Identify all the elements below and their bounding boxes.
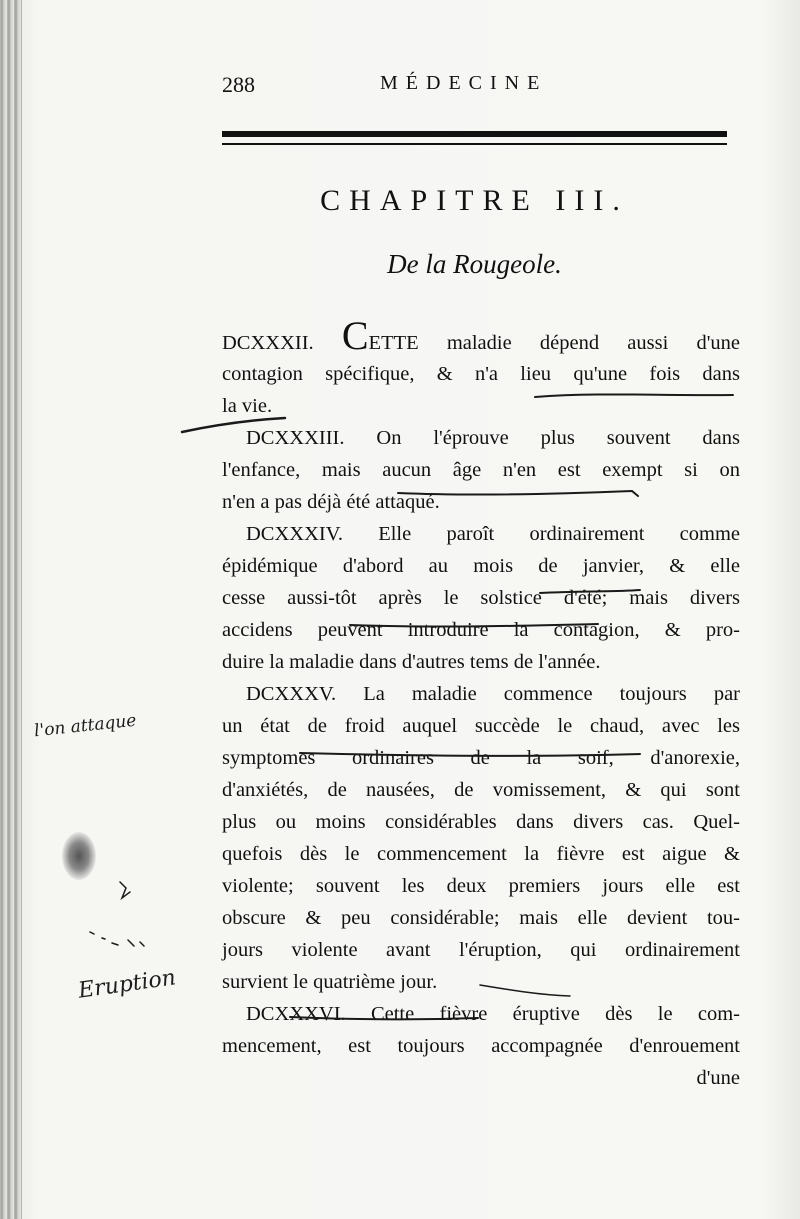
text-line: contagion spécifique, & n'a lieu qu'une fois dans [222, 363, 740, 385]
text-line: un état de froid auquel succède le chaud, avec les [222, 715, 740, 737]
text-line: plus ou moins considérables dans divers cas. Quel- [222, 811, 740, 833]
pen-mark [90, 932, 144, 946]
text-line: DCXXXIII. On l'éprouve plus souvent dans [246, 427, 740, 449]
catchword: d'une [696, 1067, 740, 1089]
text-line: survient le quatrième jour. [222, 971, 438, 993]
margin-note: Eruption [76, 965, 178, 1004]
chapter-subtitle: De la Rougeole. [387, 249, 562, 279]
underline-mark [290, 1017, 478, 1019]
page-number: 288 [222, 72, 255, 97]
text-line: l'enfance, mais aucun âge n'en est exempt si on [222, 459, 740, 481]
underline-mark [350, 624, 598, 627]
text-line: duire la maladie dans d'autres tems de l'année. [222, 651, 601, 673]
margin-note: l'on attaque [33, 710, 138, 742]
text-line: la vie. [222, 395, 273, 417]
text-line: d'anxiétés, de nausées, de vomissement, & qui sont [222, 779, 740, 801]
underline-mark [398, 491, 638, 496]
text-line: mencement, est toujours accompagnée d'enrouement [222, 1035, 740, 1057]
text-line: DCXXXV. La maladie commence toujours par [246, 683, 740, 705]
running-title: MÉDECINE [380, 72, 548, 94]
text-line: accidens peuvent introduire la contagion, & pro- [222, 619, 740, 641]
chapter-title: CHAPITRE III. [320, 184, 629, 217]
underline-mark [535, 394, 733, 397]
underline-mark [540, 590, 640, 593]
text-line: symptomes ordinaires de la soif, d'anorexie, [222, 747, 740, 769]
text-line: DCXXXIV. Elle paroît ordinairement comme [246, 523, 740, 545]
text-line: quefois dès le commencement la fièvre est aigue & [222, 843, 740, 865]
text-line: DCXXXVI. Cette fièvre éruptive dès le com- [246, 1003, 740, 1025]
underline-mark [480, 985, 570, 996]
text-line: cesse aussi-tôt après le solstice d'été; mais divers [222, 587, 740, 609]
text-line: obscure & peu considérable; mais elle devient tou- [222, 907, 740, 929]
text-line: n'en a pas déjà été attaqué. [222, 491, 440, 513]
drop-cap: C [341, 313, 369, 358]
line-text: ETTE maladie dépend aussi d'une [368, 332, 740, 354]
text-line: épidémique d'abord au mois de janvier, & elle [222, 555, 740, 577]
pen-mark [120, 882, 130, 898]
text-line: jours violente avant l'éruption, qui ordinairement [222, 939, 740, 961]
underline-mark [300, 753, 640, 756]
ink-smudge [62, 832, 96, 880]
text-line: violente; souvent les deux premiers jours elle est [222, 875, 740, 897]
underline-mark [182, 418, 285, 432]
paragraph-number: DCXXXII. [222, 332, 314, 354]
